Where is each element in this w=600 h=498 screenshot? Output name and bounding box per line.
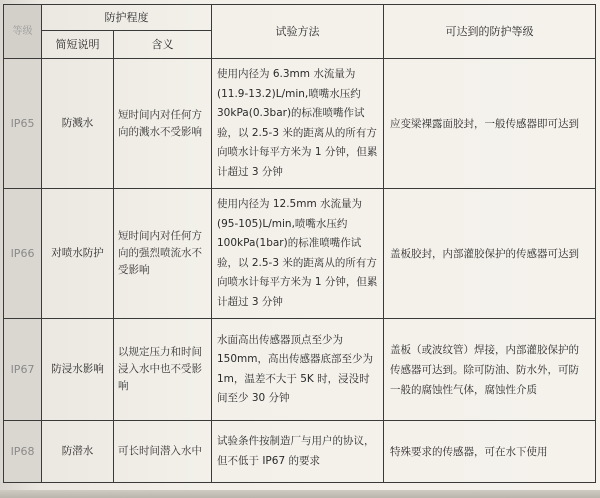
- grade-cell: IP67: [4, 319, 42, 421]
- test-method-cell: 使用内径为 12.5mm 水流量为 (95-105)L/min,喷嘴水压约 100kPa(1bar)的标准喷嘴作试验，以 2.5-3 米的距离从的所有方向喷水计每平方米为 1 分钟，但累计超过 3 分钟: [212, 189, 384, 319]
- page-bottom-edge: [0, 490, 600, 498]
- ip-protection-table: [3, 4, 596, 483]
- meaning-cell: 短时间内对任何方向的强烈喷流水不受影响: [114, 189, 212, 319]
- table-row: [4, 421, 596, 483]
- table-row: [4, 59, 596, 189]
- grade-cell: IP68: [4, 421, 42, 483]
- short-desc-cell: 对喷水防护: [42, 189, 114, 319]
- achievable-level-cell: 应变梁裸露面胶封，一般传感器即可达到: [384, 59, 596, 189]
- meaning-header: 含义: [114, 31, 212, 59]
- meaning-cell: 可长时间潜入水中: [114, 421, 212, 483]
- meaning-cell: 以规定压力和时间浸入水中也不受影响: [114, 319, 212, 421]
- grade-cell: IP66: [4, 189, 42, 319]
- test-method-cell: 使用内径为 6.3mm 水流量为 (11.9-13.2)L/min,喷嘴水压约 30kPa(0.3bar)的标准喷嘴作试验，以 2.5-3 米的距离从的所有方向喷水计每平方米为 1 分钟，但累计超过 3 分钟: [212, 59, 384, 189]
- table-row: [4, 189, 596, 319]
- protection-degree-header: 防护程度: [42, 5, 212, 31]
- table-row: [4, 319, 596, 421]
- short-desc-cell: 防潜水: [42, 421, 114, 483]
- short-desc-cell: 防溅水: [42, 59, 114, 189]
- achievable-level-cell: 盖板（或波纹管）焊接，内部灌胶保护的传感器可达到。除可防油、防水外，可防一般的腐蚀性气体，腐蚀性介质: [384, 319, 596, 421]
- grade-header: 等级: [4, 5, 42, 59]
- test-method-cell: 试验条件按制造厂与用户的协议，但不低于 IP67 的要求: [212, 421, 384, 483]
- short-desc-header: 简短说明: [42, 31, 114, 59]
- short-desc-cell: 防浸水影响: [42, 319, 114, 421]
- meaning-cell: 短时间内对任何方向的溅水不受影响: [114, 59, 212, 189]
- achievable-level-header: 可达到的防护等级: [384, 5, 596, 59]
- achievable-level-cell: 特殊要求的传感器，可在水下使用: [384, 421, 596, 483]
- test-method-header: 试验方法: [212, 5, 384, 59]
- achievable-level-cell: 盖板胶封，内部灌胶保护的传感器可达到: [384, 189, 596, 319]
- test-method-cell: 水面高出传感器顶点至少为 150mm，高出传感器底部至少为 1m，温差不大于 5K 时，浸没时间至少 30 分钟: [212, 319, 384, 421]
- header-row-1: [4, 5, 596, 31]
- grade-cell: IP65: [4, 59, 42, 189]
